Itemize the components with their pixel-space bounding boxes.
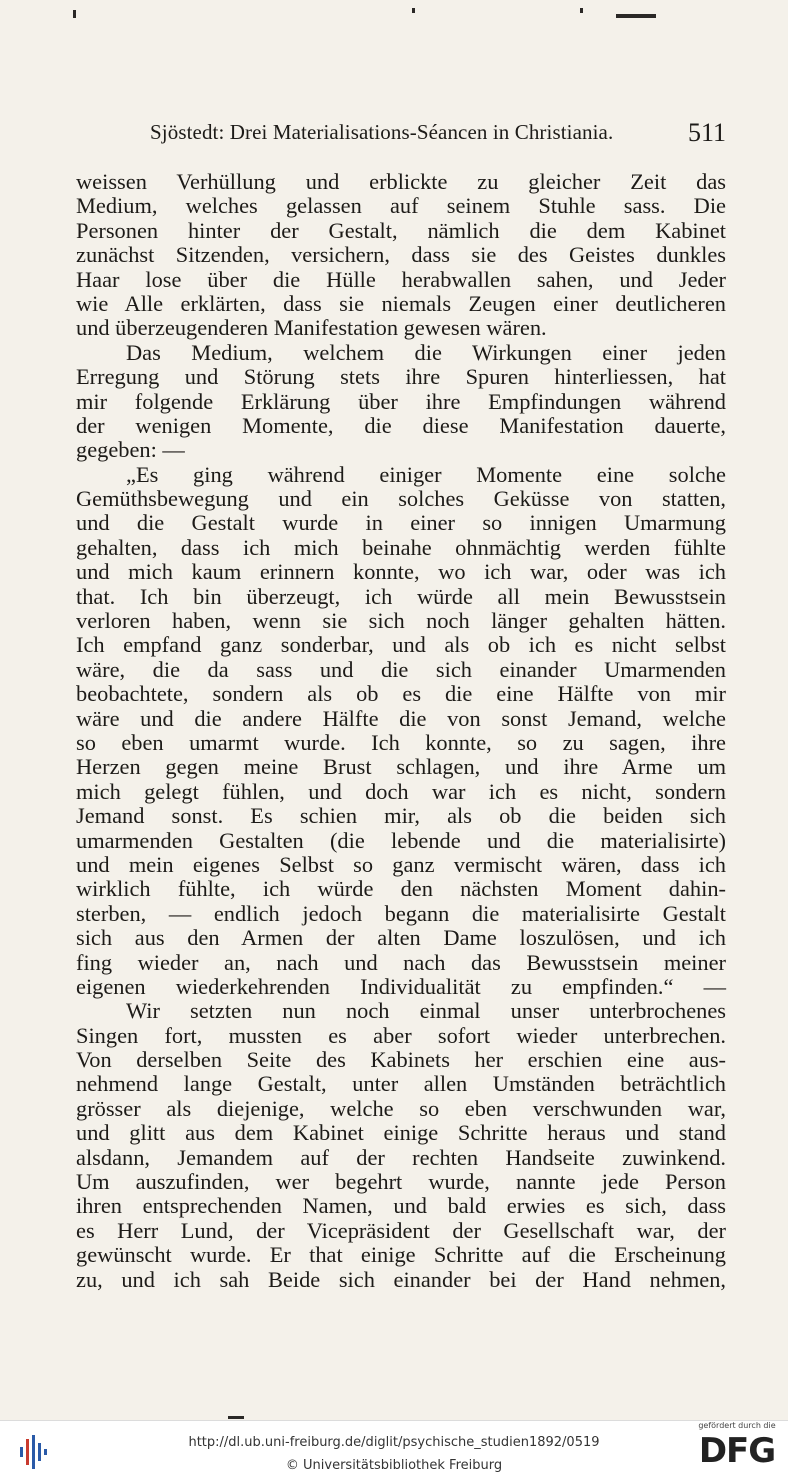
text-line: sich aus den Armen der alten Dame loszulösen, und ich: [76, 925, 726, 951]
scan-mark: [412, 8, 415, 13]
text-line: und überzeugenderen Manifestation gewesen wären.: [76, 315, 547, 341]
text-line: Um auszufinden, wer begehrt wurde, nannte jede Person: [76, 1169, 726, 1195]
text-line: gegeben: —: [76, 437, 185, 463]
scan-mark: [580, 8, 583, 13]
text-line: Haar lose über die Hülle herabwallen sahen, und Jeder: [76, 266, 726, 292]
text-line: „Es ging während einiger Momente eine solche: [126, 461, 726, 487]
text-line: Jemand sonst. Es schien mir, als ob die beiden sich: [76, 803, 726, 829]
text-line: beobachtete, sondern als ob es die eine Hälfte von mir: [76, 681, 726, 707]
text-line: Herzen gegen meine Brust schlagen, und ihre Arme um: [76, 754, 726, 780]
text-line: gewünscht wurde. Er that einige Schritte auf die Erscheinung: [76, 1242, 726, 1268]
text-line: alsdann, Jemandem auf der rechten Handseite zuwinkend.: [76, 1144, 726, 1170]
text-line: Erregung und Störung stets ihre Spuren hinterliessen, hat: [76, 364, 726, 390]
page-number: 511: [687, 118, 726, 147]
dfg-tagline: gefördert durch die: [698, 1421, 776, 1430]
text-line: Medium, welches gelassen auf seinem Stuhle sass. Die: [76, 193, 726, 219]
text-line: es Herr Lund, der Vicepräsident der Gesellschaft war, der: [76, 1217, 726, 1243]
text-line: Personen hinter der Gestalt, nämlich die dem Kabinet: [76, 217, 726, 243]
text-line: sterben, — endlich jedoch begann die materialisirte Gestalt: [76, 900, 726, 926]
text-line: und glitt aus dem Kabinet einige Schritte heraus und stand: [76, 1120, 726, 1146]
text-line: grösser als diejenige, welche so eben verschwunden war,: [76, 1095, 726, 1121]
text-line: that. Ich bin überzeugt, ich würde all mein Bewusstsein: [76, 583, 726, 609]
scan-mark: [228, 1416, 244, 1419]
text-line: Gemüthsbewegung und ein solches Geküsse von statten,: [76, 486, 726, 512]
text-line: ihren entsprechenden Namen, und bald erwies es sich, dass: [76, 1193, 726, 1219]
text-line: Singen fort, mussten es aber sofort wieder unterbrechen.: [76, 1022, 726, 1048]
text-line: wäre und die andere Hälfte die von sonst Jemand, welche: [76, 705, 726, 731]
running-title: Sjöstedt: Drei Materialisations-Séancen in Christiania.: [150, 120, 614, 144]
text-line: so eben umarmt wurde. Ich konnte, so zu sagen, ihre: [76, 729, 726, 755]
text-line: und mich kaum erinnern konnte, wo ich war, oder was ich: [76, 559, 726, 585]
document-url[interactable]: http://dl.ub.uni-freiburg.de/diglit/psychische_studien1892/0519: [188, 1435, 600, 1450]
text-line: zu, und ich sah Beide sich einander bei der Hand nehmen,: [76, 1266, 726, 1292]
text-line: umarmenden Gestalten (die lebende und die materialisirte): [76, 827, 726, 853]
viewer-footer: [0, 1420, 788, 1481]
page-header: [76, 118, 726, 150]
text-line: wirklich fühlte, ich würde den nächsten Moment dahin-: [76, 876, 726, 902]
scan-mark: [73, 10, 76, 18]
scan-mark: [616, 14, 656, 18]
body-text: [76, 170, 726, 1292]
text-line: der wenigen Momente, die diese Manifestation dauerte,: [76, 412, 726, 438]
text-line: nehmend lange Gestalt, unter allen Umständen beträchtlich: [76, 1071, 726, 1097]
text-line: weissen Verhüllung und erblickte zu gleicher Zeit das: [76, 169, 726, 194]
text-line: mich gelegt fühlen, und doch war ich es nicht, sondern: [76, 778, 726, 804]
text-line: eigenen wiederkehrenden Individualität zu empfinden.“ —: [76, 973, 726, 999]
text-line: Wir setzten nun noch einmal unser unterbrochenes: [126, 998, 726, 1024]
text-line: wie Alle erklärten, dass sie niemals Zeugen einer deutlicheren: [76, 290, 726, 316]
dfg-logo-icon: DFG: [698, 1431, 776, 1471]
copyright-notice: © Universitätsbibliothek Freiburg: [285, 1458, 503, 1473]
text-line: fing wieder an, nach und nach das Bewusstsein meiner: [76, 949, 726, 975]
text-line: Ich empfand ganz sonderbar, und als ob ich es nicht selbst: [76, 632, 726, 658]
text-line: zunächst Sitzenden, versichern, dass sie des Geistes dunkles: [76, 242, 726, 268]
text-line: Von derselben Seite des Kabinets her erschien eine aus-: [76, 1047, 726, 1073]
text-line: mir folgende Erklärung über ihre Empfindungen während: [76, 388, 726, 414]
text-line: und mein eigenes Selbst so ganz vermischt wären, dass ich: [76, 851, 726, 877]
text-line: und die Gestalt wurde in einer so innigen Umarmung: [76, 510, 726, 536]
text-line: gehalten, dass ich mich beinahe ohnmächtig werden fühlte: [76, 534, 726, 560]
text-line: wäre, die da sass und die sich einander Umarmenden: [76, 656, 726, 682]
text-line: verloren haben, wenn sie sich noch länger gehalten hätten.: [76, 608, 726, 634]
text-line: Das Medium, welchem die Wirkungen einer jeden: [126, 339, 726, 365]
